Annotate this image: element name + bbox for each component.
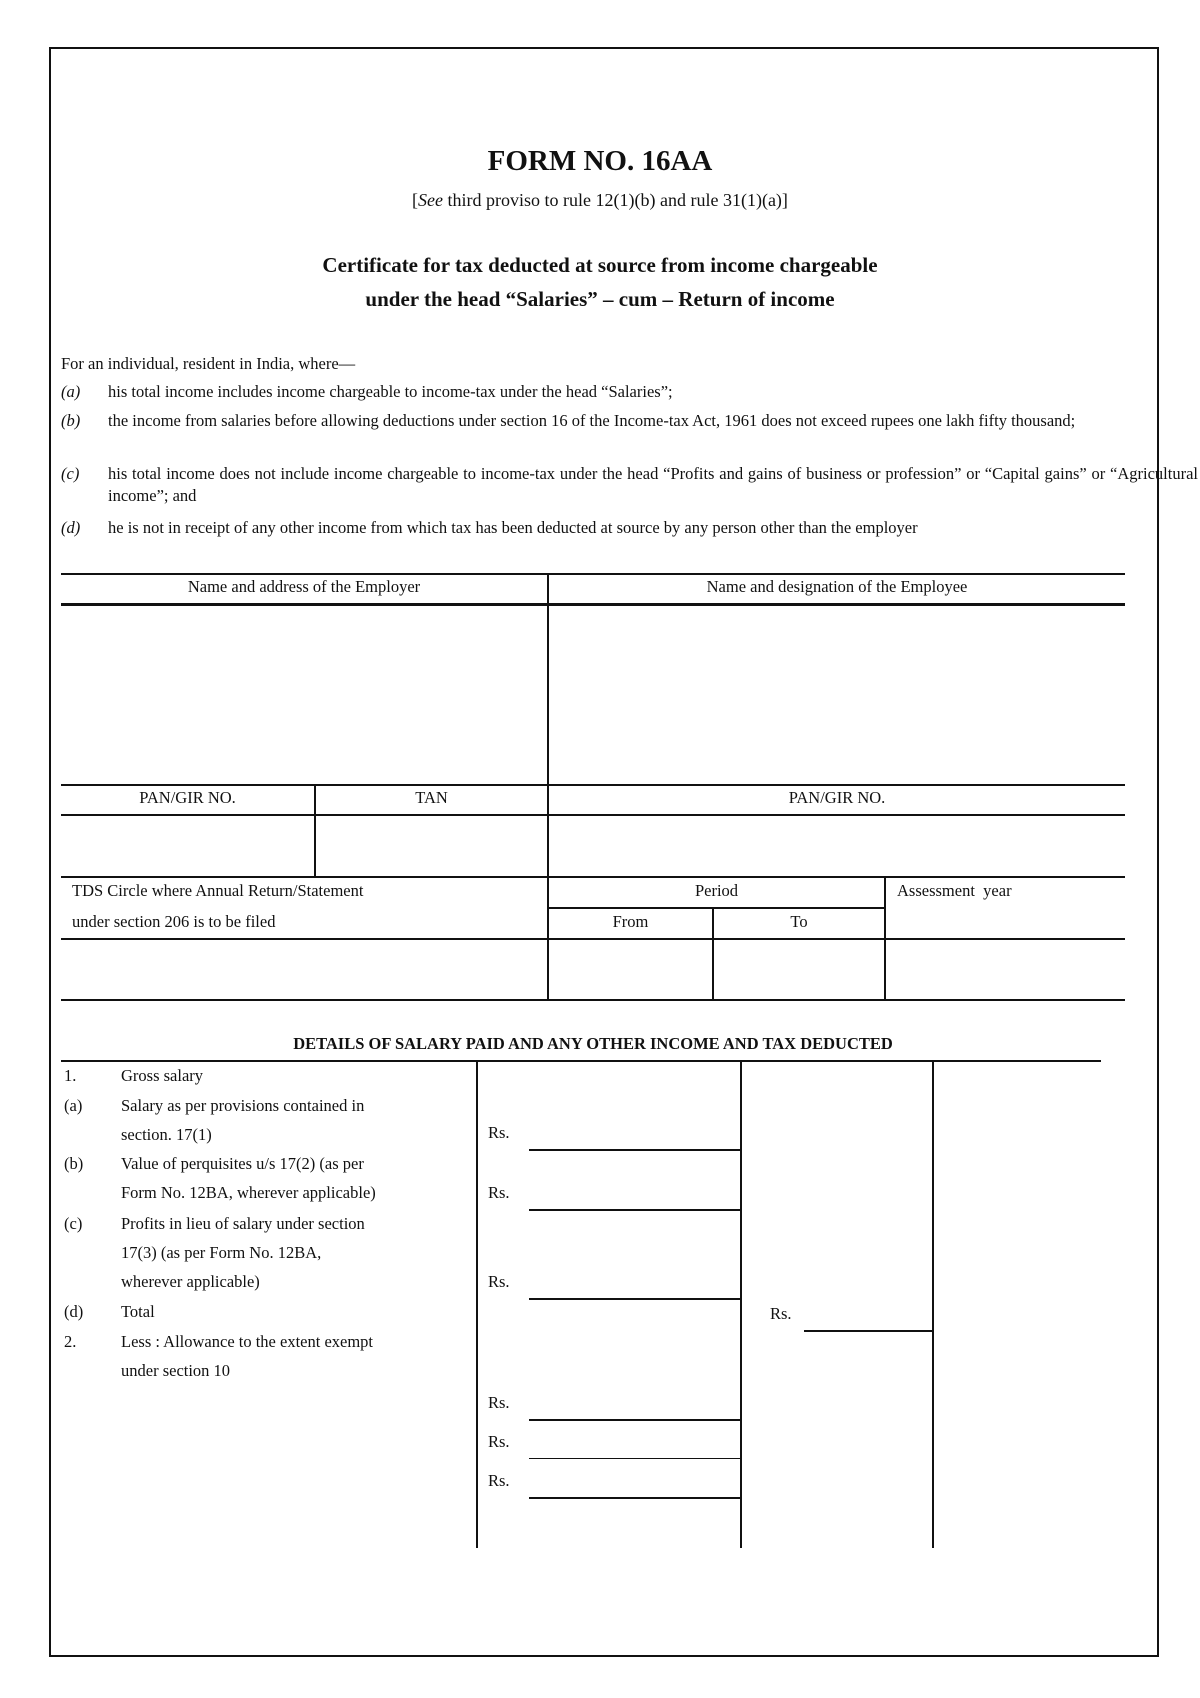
amount-blank <box>529 1209 740 1211</box>
condition-text: his total income includes income chargeable to income-tax under the head “Salaries”; <box>108 382 673 401</box>
salary-row-number: 1. <box>64 1066 77 1085</box>
form-subtitle <box>0 190 1200 211</box>
table-rule <box>61 603 1125 606</box>
salary-row-label: Form No. 12BA, wherever applicable) <box>121 1183 376 1202</box>
salary-row-label: Gross salary <box>121 1066 204 1085</box>
currency-label: Rs. <box>488 1183 510 1202</box>
employer-pan-header: PAN/GIR NO. <box>139 788 236 807</box>
salary-row-number: 2. <box>64 1332 77 1351</box>
salary-row-label: Value of perquisites u/s 17(2) (as per <box>121 1154 364 1173</box>
subtitle-rest: third proviso to rule 12(1)(b) and rule 31(1)(a)] <box>443 190 788 210</box>
amount-blank <box>529 1458 740 1459</box>
salary-row-label: Profits in lieu of salary under section <box>121 1214 365 1233</box>
form-title: FORM NO. 16AA <box>487 145 713 177</box>
table-rule <box>61 573 1125 575</box>
salary-row-number: (a) <box>64 1096 83 1115</box>
conditions-intro: For an individual, resident in India, where— <box>61 354 356 373</box>
condition-text: the income from salaries before allowing deductions under section 16 of the Income-tax Act, 1961 does not exceed rupees one lakh fifty thousand; <box>108 411 1076 430</box>
table-rule <box>61 784 1125 786</box>
table-column-rule <box>932 1062 934 1548</box>
condition-marker: (a) <box>61 382 81 401</box>
salary-details-heading: DETAILS OF SALARY PAID AND ANY OTHER INCOME AND TAX DEDUCTED <box>293 1034 893 1053</box>
employer-name-header: Name and address of the Employer <box>187 577 421 596</box>
salary-row-label: Less : Allowance to the extent exempt <box>121 1332 374 1351</box>
currency-label: Rs. <box>488 1432 510 1451</box>
subtitle-see: See <box>418 190 444 210</box>
amount-blank <box>529 1298 740 1300</box>
tan-header: TAN <box>415 788 448 807</box>
period-to-header: To <box>790 912 808 931</box>
condition-text: his total income does not include income chargeable to income-tax under the head “Profits and gains of business or profession” or “Capital gains” or “Agricultural income”; and <box>108 464 1198 505</box>
certificate-title-line1: Certificate for tax deducted at source from income chargeable <box>322 253 878 277</box>
salary-row-number: (d) <box>64 1302 84 1321</box>
amount-blank <box>529 1497 740 1499</box>
currency-label: Rs. <box>488 1393 510 1412</box>
currency-label: Rs. <box>488 1471 510 1490</box>
condition-c <box>61 463 1198 511</box>
condition-a <box>61 381 1151 405</box>
employee-pan-header: PAN/GIR NO. <box>788 788 886 807</box>
currency-label: Rs. <box>488 1272 510 1291</box>
condition-b <box>61 410 1151 458</box>
salary-row-label: section. 17(1) <box>121 1125 212 1144</box>
condition-marker: (b) <box>61 411 81 430</box>
salary-row-number: (c) <box>64 1214 83 1233</box>
condition-marker: (c) <box>61 464 80 483</box>
assessment-year-header: Assessment year <box>897 881 1012 900</box>
period-header: Period <box>694 881 739 900</box>
tds-circle-label-line1: TDS Circle where Annual Return/Statement <box>72 881 364 900</box>
table-column-rule <box>547 573 549 1001</box>
table-rule <box>61 1060 1101 1062</box>
salary-row-label: 17(3) (as per Form No. 12BA, <box>121 1243 322 1262</box>
table-rule <box>548 907 884 909</box>
currency-label: Rs. <box>488 1123 510 1142</box>
salary-row-label: Salary as per provisions contained in <box>121 1096 365 1115</box>
currency-label: Rs. <box>770 1304 792 1323</box>
table-column-rule <box>740 1062 742 1548</box>
total-amount-blank <box>804 1330 932 1332</box>
certificate-title-line2: under the head “Salaries” – cum – Return of income <box>365 287 835 311</box>
period-from-header: From <box>612 912 649 931</box>
condition-marker: (d) <box>61 518 81 537</box>
table-rule <box>61 876 1125 878</box>
employee-name-header: Name and designation of the Employee <box>706 577 968 596</box>
amount-blank <box>529 1419 740 1421</box>
salary-row-number: (b) <box>64 1154 84 1173</box>
salary-row-label: Total <box>121 1302 155 1321</box>
condition-text: he is not in receipt of any other income from which tax has been deducted at source by any person other than the employer <box>108 518 918 537</box>
condition-d <box>61 517 1151 541</box>
tds-circle-label-line2: under section 206 is to be filed <box>72 912 276 931</box>
amount-blank <box>529 1149 740 1151</box>
table-rule <box>61 999 1125 1001</box>
table-column-rule <box>476 1062 478 1548</box>
salary-row-label: wherever applicable) <box>121 1272 260 1291</box>
subtitle-open: [ <box>412 190 419 210</box>
salary-row-label: under section 10 <box>121 1361 231 1380</box>
table-rule <box>61 814 1125 816</box>
table-rule <box>61 938 1125 940</box>
table-column-rule <box>884 876 886 1001</box>
